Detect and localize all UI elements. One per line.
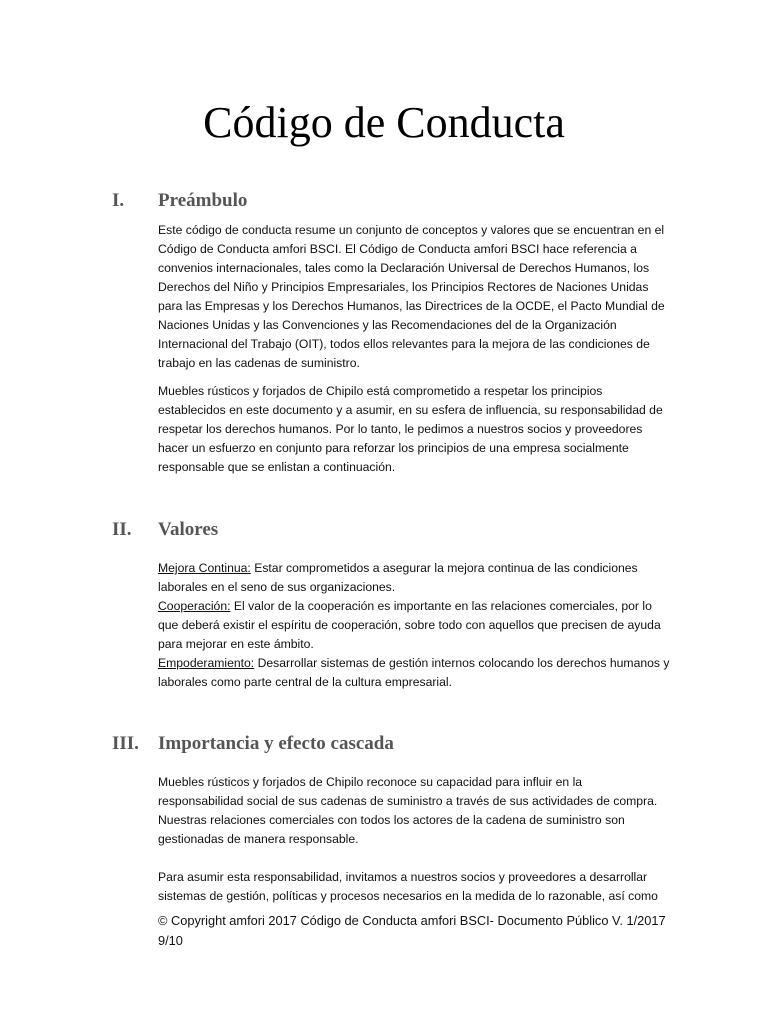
document-title: Código de Conducta	[203, 98, 565, 147]
value-text: El valor de la cooperación es importante en las relaciones comerciales, por lo que deberá existir el espíritu de cooperación, sobre todo con aquellos que precisen de ayuda para mejorar en este ámbito.	[158, 599, 661, 651]
value-text: Desarrollar sistemas de gestión internos colocando los derechos humanos y laborales como parte central de la cultura empresarial.	[158, 656, 670, 689]
section-heading-valores	[112, 518, 218, 542]
value-term: Mejora Continua:	[158, 561, 251, 575]
section-title: Valores	[158, 519, 219, 540]
value-item	[158, 559, 670, 597]
section-number: I.	[112, 190, 125, 211]
section-body-preambulo	[158, 221, 670, 477]
section-number: III.	[112, 733, 139, 754]
value-text: Estar comprometidos a asegurar la mejora continua de las condiciones laborales en el seno de sus organizaciones.	[158, 561, 638, 594]
paragraph: Para asumir esta responsabilidad, invitamos a nuestros socios y proveedores a desarrollar sistemas de gestión, políticas y procesos necesarios en la medida de lo razonable, así como	[158, 870, 658, 903]
paragraph: Muebles rústicos y forjados de Chipilo está comprometido a respetar los principios establecidos en este documento y a asumir, en su esfera de influencia, su responsabilidad de respetar los derechos humanos. Por lo tanto, le pedimos a nuestros socios y proveedores hacer un esfuerzo en conjunto para reforzar los principios de una empresa socialmente responsable que se enlistan a continuación.	[158, 384, 663, 474]
value-item	[158, 654, 670, 692]
page-number: 9/10	[158, 933, 183, 948]
section-title: Preámbulo	[158, 190, 248, 211]
paragraph: Muebles rústicos y forjados de Chipilo reconoce su capacidad para influir en la responsabilidad social de sus cadenas de suministro a través de sus actividades de compra. Nuestras relaciones comerciales con todos los actores de la cadena de suministro son gestionadas de manera responsable.	[158, 775, 658, 846]
copyright-notice: © Copyright amfori 2017 Código de Conducta amfori BSCI- Documento Público V. 1/2017	[158, 913, 666, 928]
value-term: Cooperación:	[158, 599, 231, 613]
section-heading-preambulo	[112, 189, 247, 213]
section-body-valores	[158, 559, 670, 692]
section-title: Importancia y efecto cascada	[158, 733, 394, 754]
paragraph: Este código de conducta resume un conjunto de conceptos y valores que se encuentran en el Código de Conducta amfori BSCI. El Código de Conducta amfori BSCI hace referencia a convenios internacionales, tales como la Declaración Universal de Derechos Humanos, los Derechos del Niño y Principios Empresariales, los Principios Rectores de Naciones Unidas para las Empresas y los Derechos Humanos, las Directrices de la OCDE, el Pacto Mundial de Naciones Unidas y las Convenciones y las Recomendaciones del de la Organización Internacional del Trabajo (OIT), todos ellos relevantes para la mejora de las condiciones de trabajo en las cadenas de suministro.	[158, 223, 665, 370]
value-term: Empoderamiento:	[158, 656, 255, 670]
section-heading-importancia	[112, 732, 394, 756]
value-item	[158, 597, 670, 654]
section-body-importancia	[158, 773, 670, 906]
page-footer	[158, 911, 670, 951]
section-number: II.	[112, 519, 132, 540]
